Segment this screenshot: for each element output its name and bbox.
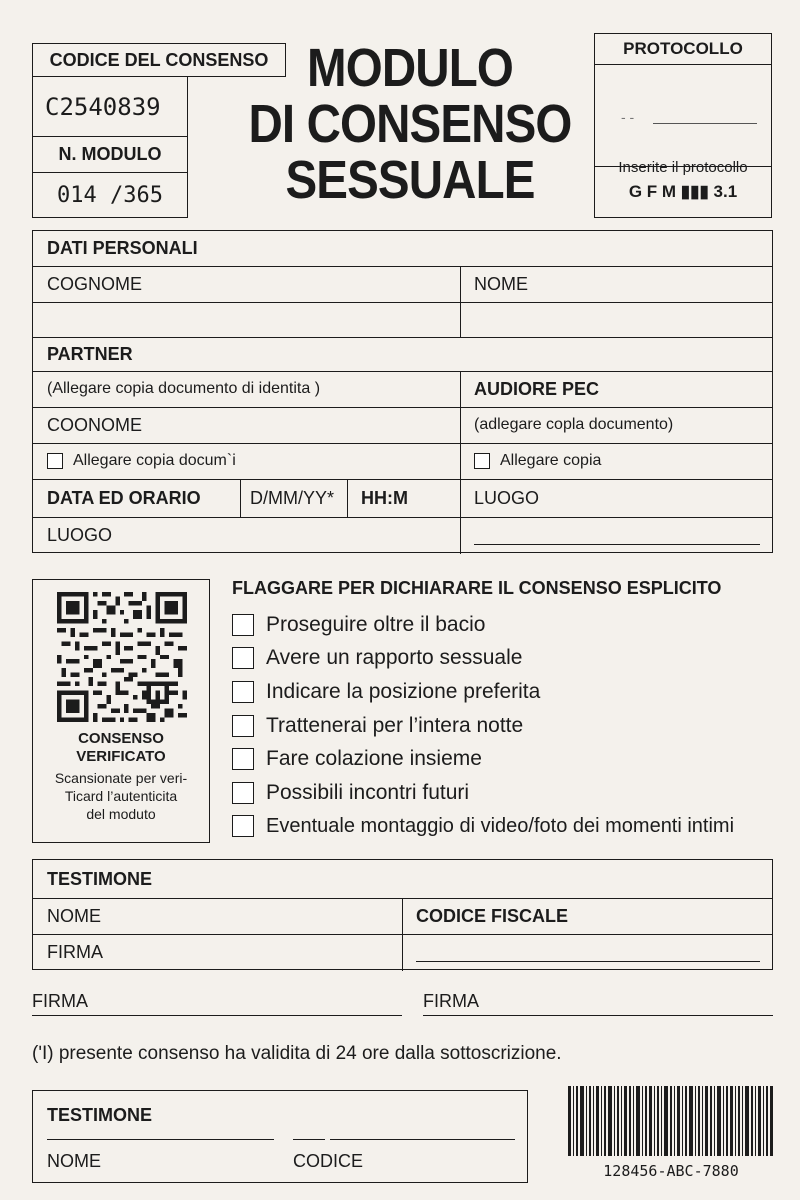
consent-item-label: Fare colazione insieme <box>266 747 482 771</box>
title-line-2: DI CONSENSO <box>248 94 572 154</box>
witness-fiscal-label[interactable]: CODICE FISCALE <box>416 905 569 926</box>
validity-note: (ʹI) presente consenso ha validita di 24 ore dalla sottoscrizione. <box>32 1043 562 1064</box>
qr-scan-line-2: Ticard l’autenticita <box>64 788 178 804</box>
protocol-box <box>594 33 772 218</box>
witness2-box <box>32 1090 528 1183</box>
pec-label: AUDIORE PEC <box>474 378 600 399</box>
attach-right-option[interactable] <box>460 443 772 479</box>
signature-right-line[interactable] <box>423 1015 773 1016</box>
witness2-header: TESTIMONE <box>47 1105 153 1125</box>
witness-table <box>32 859 773 970</box>
protocol-label: PROTOCOLLO <box>623 39 743 58</box>
barcode-number: 128456-ABC-7880 <box>603 1162 739 1180</box>
qr-verified-line-1: CONSENSO <box>78 730 164 747</box>
consent-checkbox[interactable] <box>232 647 254 669</box>
name-input[interactable] <box>460 302 772 337</box>
witness-header: TESTIMONE <box>47 868 153 889</box>
place-label-left: LUOGO <box>47 525 113 545</box>
qr-verified-line-2: VERIFICATO <box>76 748 166 765</box>
witness-fiscal-input[interactable] <box>402 934 772 971</box>
attach-right-checkbox[interactable] <box>474 453 490 469</box>
signature-left-line[interactable] <box>32 1015 402 1016</box>
attach-left-checkbox[interactable] <box>47 453 63 469</box>
consent-heading: FLAGGARE PER DICHIARARE IL CONSENSO ESPLICITO <box>232 578 722 598</box>
consent-item-label: Possibili incontri futuri <box>266 780 470 804</box>
surname-input[interactable] <box>33 302 460 337</box>
partner-header: PARTNER <box>47 343 133 364</box>
protocol-line <box>653 123 757 124</box>
consent-section <box>232 576 792 843</box>
witness2-code-line-b[interactable] <box>330 1139 515 1140</box>
consent-item[interactable] <box>232 675 792 709</box>
qr-verification-box <box>32 579 210 843</box>
partner-attach-note: (Allegare copia documento di identita ) <box>47 380 321 397</box>
personal-data-header: DATI PERSONALI <box>47 238 198 258</box>
personal-partner-table <box>32 230 773 553</box>
protocol-hint: Inserite il protocollo <box>618 159 748 176</box>
consent-item[interactable] <box>232 742 792 776</box>
attach-right-label: Allegare copia <box>500 452 602 469</box>
consent-checkbox[interactable] <box>232 614 254 636</box>
consent-code-value[interactable]: C2540839 <box>45 92 161 121</box>
consent-item-label: Indicare la posizione preferita <box>266 679 541 703</box>
consent-code-label: CODICE DEL CONSENSO <box>49 49 269 70</box>
code-form-box <box>32 76 188 218</box>
place-label-right: LUOGO <box>474 487 540 508</box>
consent-checkbox[interactable] <box>232 715 254 737</box>
form-number-value[interactable]: 014 /365 <box>57 182 163 208</box>
consent-checkbox[interactable] <box>232 748 254 770</box>
name-label: NOME <box>474 273 528 294</box>
consent-item[interactable] <box>232 776 792 810</box>
barcode <box>566 1086 776 1186</box>
qr-scan-line-1: Scansionate per veri- <box>54 770 188 786</box>
consent-item-label: Avere un rapporto sessuale <box>266 646 523 670</box>
consent-item[interactable] <box>232 642 792 676</box>
consent-item-label: Proseguire oltre il bacio <box>266 612 486 636</box>
barcode-bars <box>566 1086 776 1156</box>
place-input[interactable] <box>460 517 772 554</box>
consent-item-label: Eventuale montaggio di video/foto dei momenti intimi <box>266 814 735 837</box>
page-title <box>234 40 586 208</box>
witness2-code-label: CODICE <box>293 1151 364 1171</box>
witness-signature-label[interactable]: FIRMA <box>47 942 103 962</box>
title-line-3: SESSUALE <box>285 150 535 210</box>
consent-checkbox[interactable] <box>232 815 254 837</box>
consent-item[interactable] <box>232 810 792 844</box>
qr-code[interactable] <box>57 592 187 722</box>
protocol-mark: - - <box>621 109 635 125</box>
consent-item[interactable] <box>232 608 792 642</box>
surname-label: COGNOME <box>47 273 143 294</box>
signature-right-label: FIRMA <box>423 991 479 1011</box>
protocol-version: G F M ▮▮▮ 3.1 <box>628 182 738 201</box>
consent-checkbox[interactable] <box>232 782 254 804</box>
form-number-label: N. MODULO <box>58 144 162 164</box>
qr-scan-line-3: del moduto <box>86 806 156 822</box>
witness2-name-line[interactable] <box>47 1139 274 1140</box>
time-field[interactable]: HH:M <box>361 487 408 508</box>
consent-item-label: Trattenerai per l’intera notte <box>266 713 524 737</box>
witness2-code-line-a[interactable] <box>293 1139 325 1140</box>
partner-surname-label: COONOME <box>47 414 143 435</box>
pec-note: (adlegare copla documento) <box>474 416 674 433</box>
consent-checkbox[interactable] <box>232 681 254 703</box>
signature-left-label: FIRMA <box>32 991 88 1011</box>
attach-left-option[interactable] <box>33 443 460 479</box>
consent-list <box>232 608 792 843</box>
consent-item[interactable] <box>232 709 792 743</box>
datetime-label: DATA ED ORARIO <box>47 487 201 508</box>
witness-name-label[interactable]: NOME <box>47 905 101 926</box>
witness2-name-label: NOME <box>47 1151 101 1171</box>
attach-left-label: Allegare copia docum`i <box>73 452 236 469</box>
title-line-1: MODULO <box>307 38 513 98</box>
date-field[interactable]: D/MM/YY* <box>250 487 335 508</box>
